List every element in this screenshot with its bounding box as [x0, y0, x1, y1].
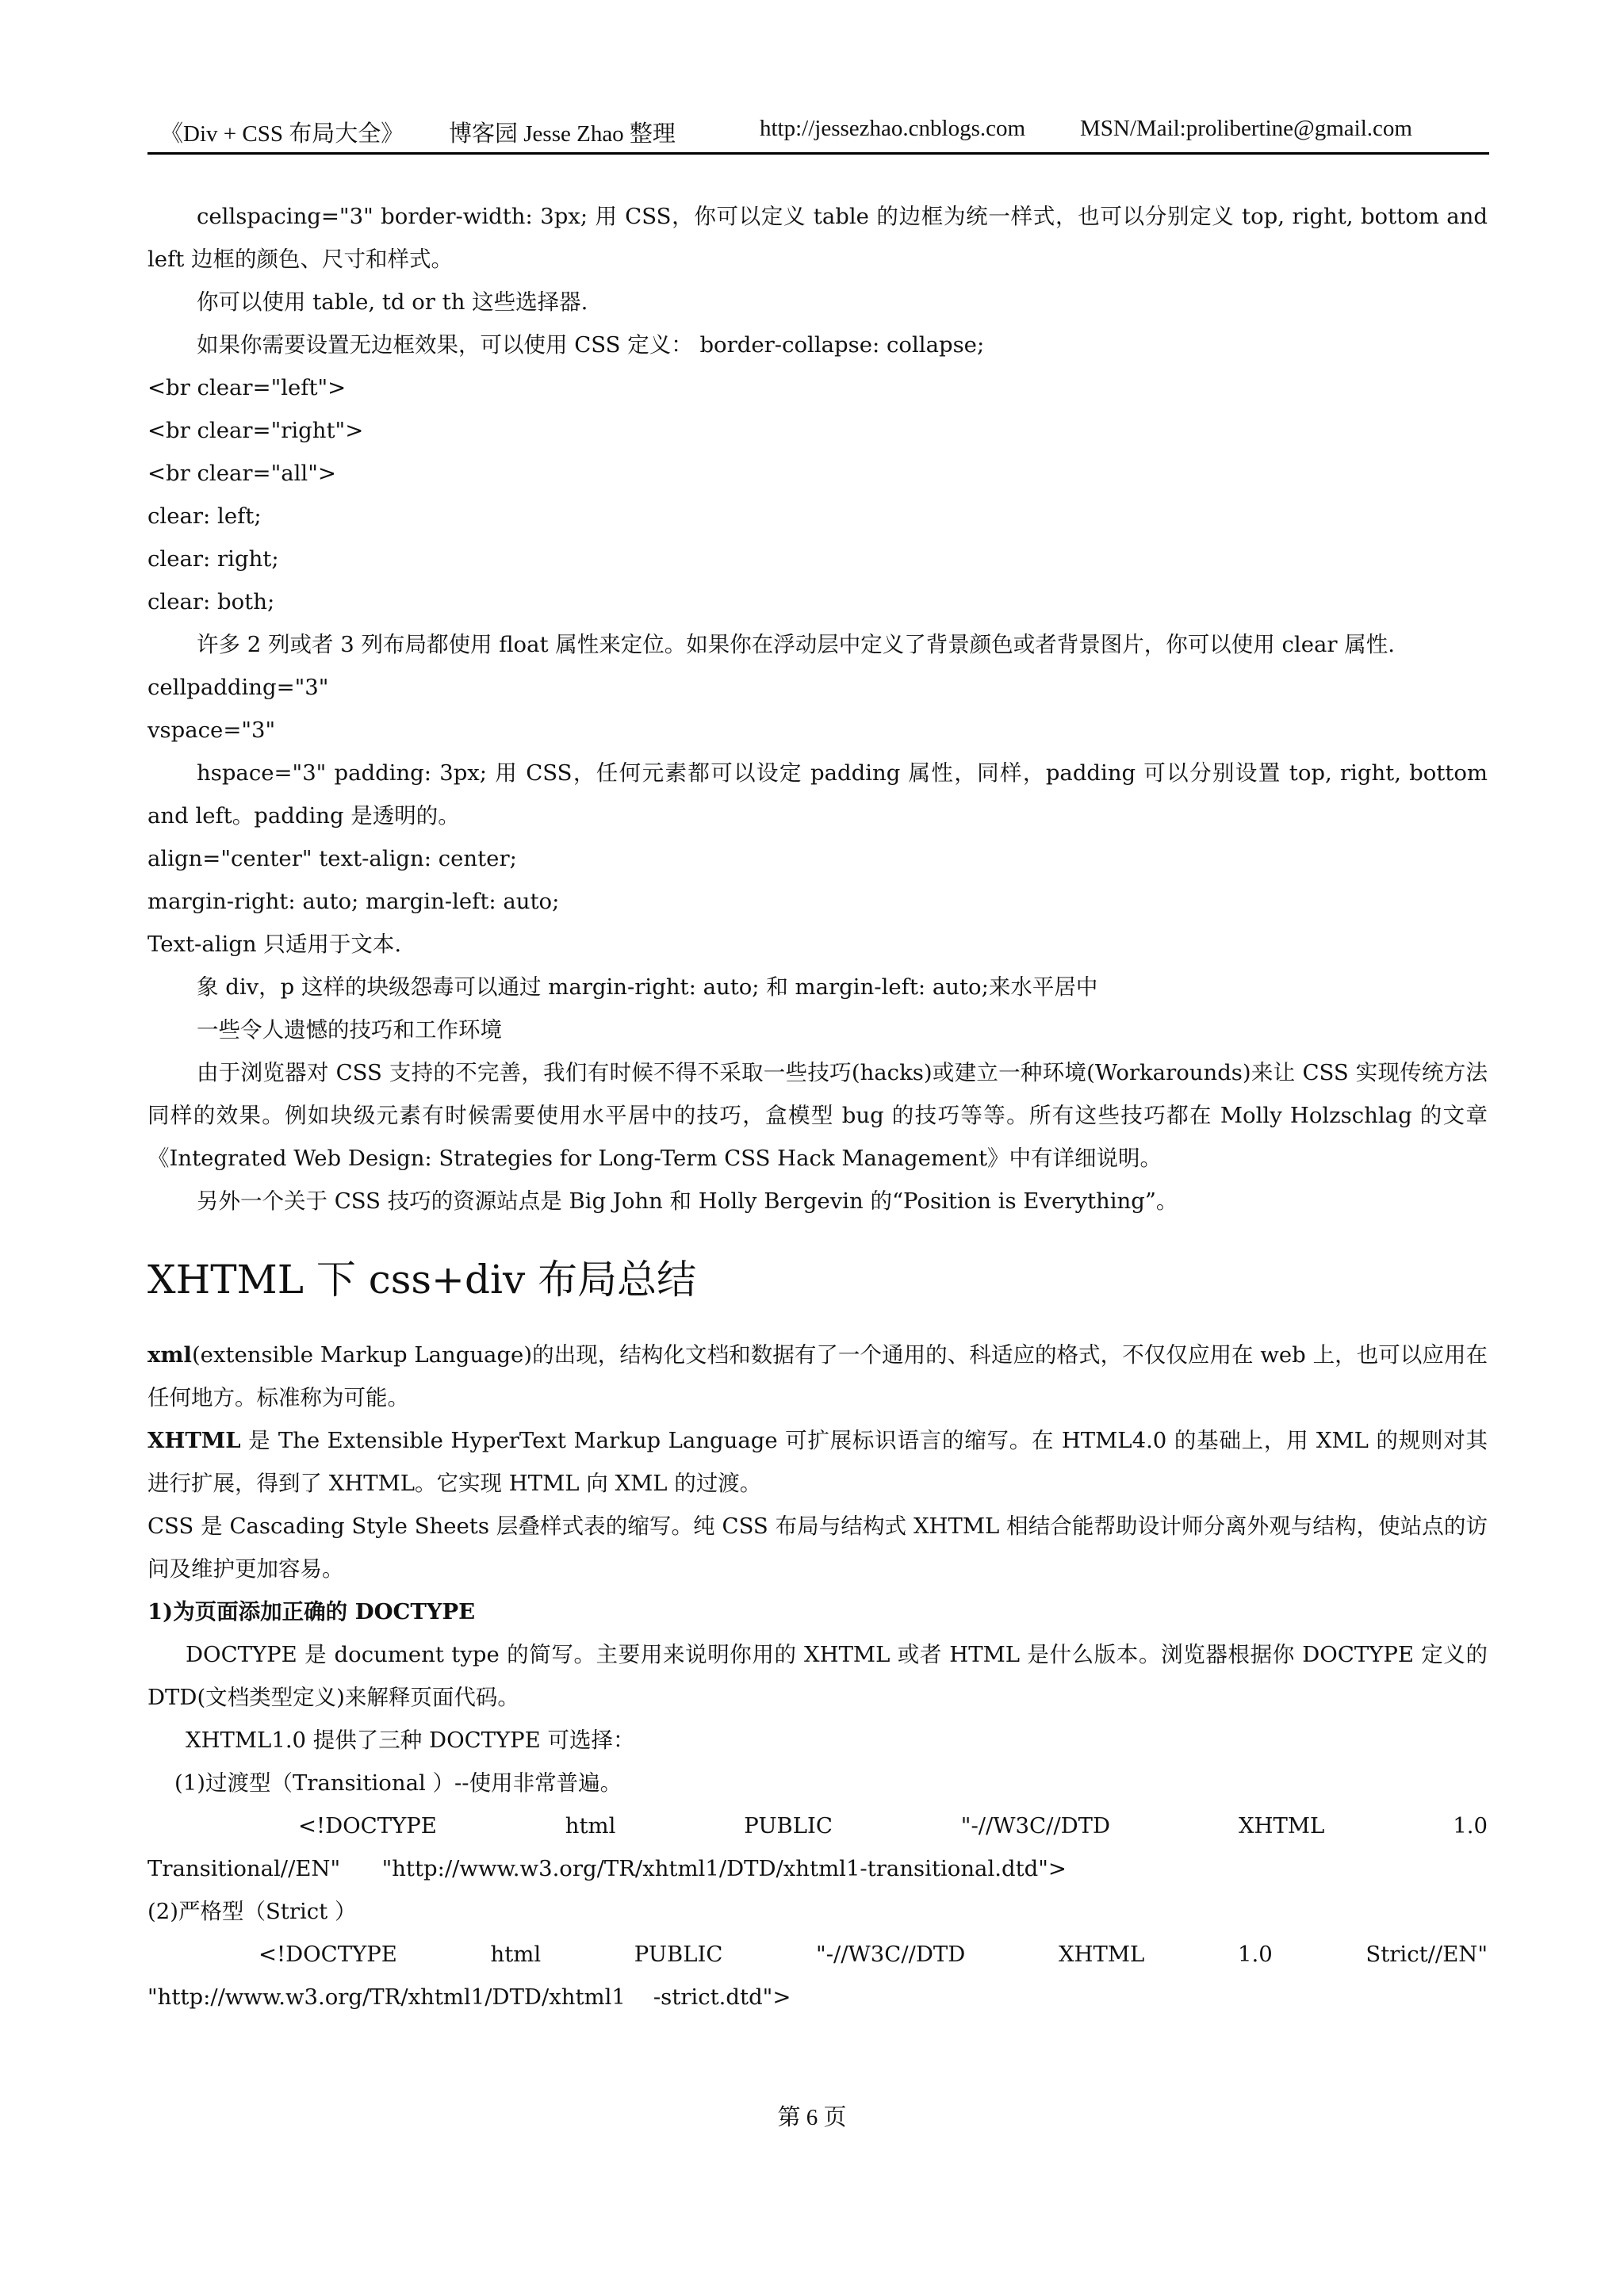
header-book-title: 《Div + CSS 布局大全》: [160, 121, 404, 147]
code-line: vspace="3": [147, 718, 276, 743]
term-xml: xml: [147, 1342, 192, 1368]
header-url: http://jessezhao.cnblogs.com: [760, 116, 1026, 141]
code-line: margin-right: auto; margin-left: auto;: [147, 889, 560, 914]
paragraph: (1)过渡型（Transitional ）--使用非常普遍。: [174, 1770, 622, 1796]
section-title: XHTML 下 css+div 布局总结: [147, 1257, 697, 1303]
code-token: "-//W3C//DTD: [960, 1813, 1111, 1839]
xhtml-description: 是 The Extensible HyperText Markup Language 可扩展标识语言的缩写。在 HTML4.0 的基础上，用 XML 的规则对其进行扩展，得到了 XHTML。它实现 HTML 向 XML 的过渡。: [147, 1428, 1488, 1496]
term-xhtml: XHTML: [147, 1428, 241, 1453]
code-line: cellpadding="3": [147, 675, 329, 700]
code-line: clear: right;: [147, 546, 279, 572]
paragraph: (2)严格型（Strict ）: [147, 1899, 357, 1924]
paragraph: 一些令人遗憾的技巧和工作环境: [197, 1017, 502, 1043]
document-body: [147, 195, 1488, 2019]
paragraph: DOCTYPE 是 document type 的简写。主要用来说明你用的 XHTML 或者 HTML 是什么版本。浏览器根据你 DOCTYPE 定义的 DTD(文档类型定义)来解释页面代码。: [147, 1642, 1488, 1710]
code-line: clear: both;: [147, 589, 275, 614]
code-line: Transitional//EN" "http://www.w3.org/TR/xhtml1/DTD/xhtml1-transitional.dtd">: [147, 1856, 1067, 1881]
paragraph: 许多 2 列或者 3 列布局都使用 float 属性来定位。如果你在浮动层中定义了背景颜色或者背景图片，你可以使用 clear 属性.: [197, 632, 1396, 657]
paragraph-xhtml: [147, 1419, 1488, 1505]
header-author: 博客园 Jesse Zhao 整理: [449, 121, 676, 147]
code-token: PUBLIC: [634, 1942, 723, 1967]
code-line: <br clear="right">: [147, 418, 364, 443]
code-token: html: [490, 1942, 542, 1967]
paragraph: 你可以使用 table, td or th 这些选择器.: [197, 289, 588, 315]
code-line: Text-align 只适用于文本.: [147, 932, 402, 957]
code-line: <br clear="all">: [147, 461, 336, 486]
paragraph: 象 div，p 这样的块级怨毒可以通过 margin-right: auto; 和 margin-left: auto;来水平居中: [197, 974, 1098, 1000]
paragraph-xml: [147, 1334, 1488, 1419]
doctype-strict-line: [147, 1933, 1488, 1976]
paragraph: hspace="3" padding: 3px; 用 CSS，任何元素都可以设定 padding 属性，同样，padding 可以分别设置 top, right, bottom and left。padding 是透明的。: [147, 760, 1488, 828]
paragraph: 另外一个关于 CSS 技巧的资源站点是 Big John 和 Holly Bergevin 的“Position is Everything”。: [197, 1188, 1178, 1214]
subheading-doctype: 1)为页面添加正确的 DOCTYPE: [147, 1599, 476, 1624]
code-token: html: [565, 1813, 616, 1839]
paragraph: cellspacing="3" border-width: 3px; 用 CSS，你可以定义 table 的边框为统一样式，也可以分别定义 top, right, bottom and left 边框的颜色、尺寸和样式。: [147, 204, 1488, 272]
code-token: Strict//EN": [1365, 1942, 1488, 1967]
xml-description: (extensible Markup Language)的出现，结构化文档和数据有了一个通用的、科适应的格式，不仅仅应用在 web 上，也可以应用在任何地方。标准称为可能。: [147, 1342, 1488, 1410]
code-line: align="center" text-align: center;: [147, 846, 517, 871]
code-line: <br clear="left">: [147, 375, 347, 400]
code-line: clear: left;: [147, 503, 262, 529]
page-number: 第 6 页: [777, 2105, 847, 2130]
paragraph: XHTML1.0 提供了三种 DOCTYPE 可选择：: [186, 1728, 635, 1753]
code-token: XHTML: [1238, 1813, 1325, 1839]
paragraph: 由于浏览器对 CSS 支持的不完善，我们有时候不得不采取一些技巧(hacks)或建立一种环境(Workarounds)来让 CSS 实现传统方法同样的效果。例如块级元素有时候需要使用水平居中的技巧，盒模型 bug 的技巧等等。所有这些技巧都在 Molly Holzschlag 的文章《Integrated Web Design: Strategies for Long-Term CSS Hack Management》中有详细说明。: [147, 1060, 1488, 1171]
doctype-transitional-line: [147, 1804, 1488, 1847]
code-token: XHTML: [1058, 1942, 1145, 1967]
header-contact: MSN/Mail:prolibertine@gmail.com: [1080, 116, 1412, 141]
code-token: <!DOCTYPE: [298, 1813, 437, 1839]
paragraph-css: CSS 是 Cascading Style Sheets 层叠样式表的缩写。纯 CSS 布局与结构式 XHTML 相结合能帮助设计师分离外观与结构，使站点的访问及维护更加容易。: [147, 1513, 1488, 1582]
code-token: 1.0: [1453, 1813, 1488, 1839]
code-token: PUBLIC: [744, 1813, 833, 1839]
code-token: "-//W3C//DTD: [816, 1942, 966, 1967]
code-token: <!DOCTYPE: [259, 1942, 397, 1967]
code-token: 1.0: [1237, 1942, 1273, 1967]
paragraph: 如果你需要设置无边框效果，可以使用 CSS 定义： border-collapse: collapse;: [197, 332, 985, 358]
code-line: "http://www.w3.org/TR/xhtml1/DTD/xhtml1 -strict.dtd">: [147, 1984, 791, 2010]
page-header: [147, 113, 1489, 155]
